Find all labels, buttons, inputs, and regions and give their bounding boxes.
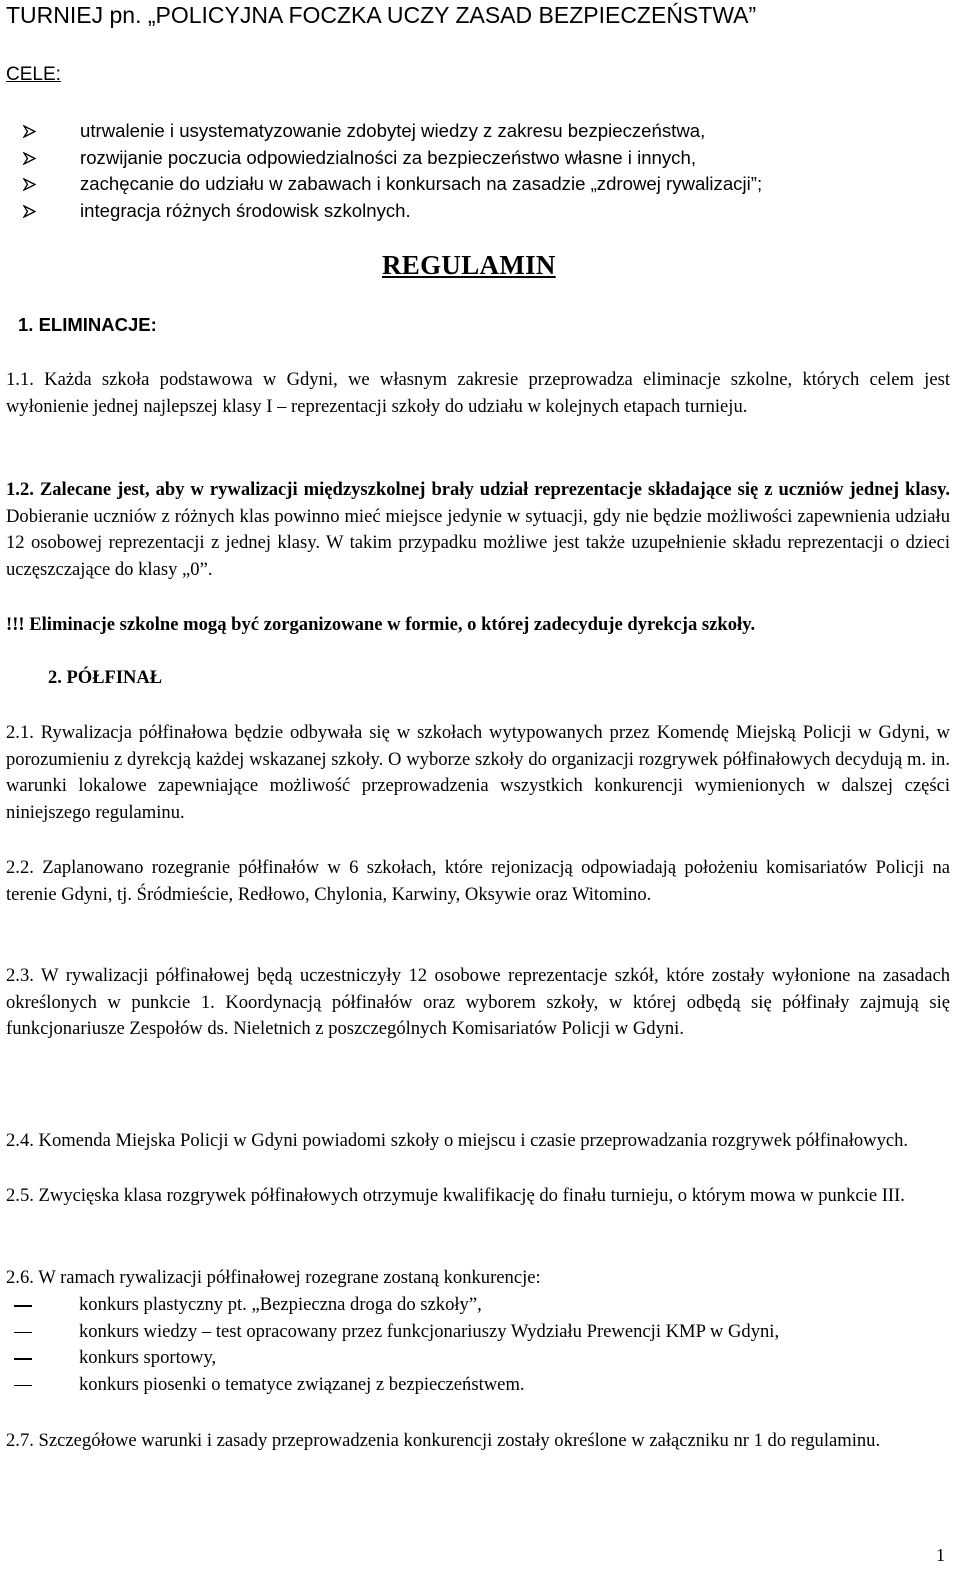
dash-bullet-icon xyxy=(14,1332,32,1334)
competition-item: konkurs piosenki o tematyce związanej z bezpieczeństwem. xyxy=(4,1372,779,1399)
paragraph-2-2: 2.2. Zaplanowano rozegranie półfinałów w 6 szkołach, które rejonizacją odpowiadają położeniu komisariatów Policji na terenie Gdyni, tj. Śródmieście, Redłowo, Chylonia, Karwiny, Oksywie oraz Witomino. xyxy=(6,857,950,905)
arrow-bullet-icon xyxy=(23,125,36,138)
goal-item: rozwijanie poczucia odpowiedzialności za bezpieczeństwo własne i innych, xyxy=(4,145,762,172)
paragraph-2-5: 2.5. Zwycięska klasa rozgrywek półfinałowych otrzymuje kwalifikację do finału turnieju, o którym mowa w punkcie III. xyxy=(6,1185,905,1206)
paragraph-1-2 xyxy=(6,477,950,583)
goals-list xyxy=(4,118,762,224)
paragraph-2-7: 2.7. Szczegółowe warunki i zasady przeprowadzenia konkurencji zostały określone w załączniku nr 1 do regulaminu. xyxy=(6,1430,881,1451)
eliminations-note: !!! Eliminacje szkolne mogą być zorganizowane w formie, o której zadecyduje dyrekcja szkoły. xyxy=(6,614,756,635)
paragraph-2-6: 2.6. W ramach rywalizacji półfinałowej rozegrane zostaną konkurencje: xyxy=(6,1267,541,1288)
paragraph-2-4: 2.4. Komenda Miejska Policji w Gdyni powiadomi szkoły o miejscu i czasie przeprowadzania rozgrywek półfinałowych. xyxy=(6,1130,909,1151)
regulamin-title: REGULAMIN xyxy=(382,250,556,280)
competitions-list xyxy=(4,1292,779,1398)
dash-bullet-icon xyxy=(14,1385,32,1387)
paragraph-2-1: 2.1. Rywalizacja półfinałowa będzie odbywała się w szkołach wytypowanych przez Komendę Miejską Policji w Gdyni, w porozumieniu z dyrekcją każdej wskazanej szkoły. O wyborze szkoły do organizacji rozgrywek półfinałowych decydują m. in. warunki lokalowe zapewniające możliwość przeprowadzenia wszystkich konkurencji wymienionych w dalszej części niniejszego regulaminu. xyxy=(6,722,950,823)
goal-item: utrwalenie i usystematyzowanie zdobytej wiedzy z zakresu bezpieczeństwa, xyxy=(4,118,762,145)
paragraph-1-2-text: Dobieranie uczniów z różnych klas powinno mieć miejsce jedynie w sytuacji, gdy nie będzie możliwości zapewnienia udziału 12 osobowej reprezentacji z jednej klasy. W takim przypadku możliwe jest także uzupełnienie składu reprezentacji o dzieci uczęszczające do klasy „0”. xyxy=(6,505,950,580)
dash-bullet-icon xyxy=(14,1305,32,1307)
paragraph-1-1: 1.1. Każda szkoła podstawowa w Gdyni, we własnym zakresie przeprowadza eliminacje szkolne, których celem jest wyłonienie jednej najlepszej klasy I – reprezentacji szkoły do udziału w kolejnych etapach turnieju. xyxy=(6,369,950,417)
section-2-heading: 2. PÓŁFINAŁ xyxy=(48,668,163,688)
arrow-bullet-icon xyxy=(23,178,36,191)
paragraph-2-3: 2.3. W rywalizacji półfinałowej będą uczestniczyły 12 osobowe reprezentacje szkół, które zostały wyłonione na zasadach określonych w punkcie 1. Koordynacją półfinałów oraz wyborem szkoły, w której odbędą się półfinały zajmują się funkcjonariusze Zespołów ds. Nieletnich z poszczególnych Komisariatów Policji w Gdyni. xyxy=(6,965,950,1039)
document-title: TURNIEJ pn. „POLICYJNA FOCZKA UCZY ZASAD BEZPIECZEŃSTWA” xyxy=(6,2,757,28)
arrow-bullet-icon xyxy=(23,152,36,165)
competition-item: konkurs wiedzy – test opracowany przez funkcjonariuszy Wydziału Prewencji KMP w Gdyni, xyxy=(4,1319,779,1346)
page-number: 1 xyxy=(936,1545,945,1565)
paragraph-1-2-bold: 1.2. Zalecane jest, aby w rywalizacji międzyszkolnej brały udział reprezentacje składające się z uczniów jednej klasy. xyxy=(6,479,950,500)
section-1-heading: 1. ELIMINACJE: xyxy=(18,314,157,335)
competition-item: konkurs sportowy, xyxy=(4,1345,779,1372)
goal-item: integracja różnych środowisk szkolnych. xyxy=(4,198,762,225)
goals-label: CELE: xyxy=(6,64,61,85)
competition-item: konkurs plastyczny pt. „Bezpieczna droga do szkoły”, xyxy=(4,1292,779,1319)
arrow-bullet-icon xyxy=(23,205,36,218)
goal-item: zachęcanie do udziału w zabawach i konkursach na zasadzie „zdrowej rywalizacji”; xyxy=(4,171,762,198)
dash-bullet-icon xyxy=(14,1358,32,1360)
